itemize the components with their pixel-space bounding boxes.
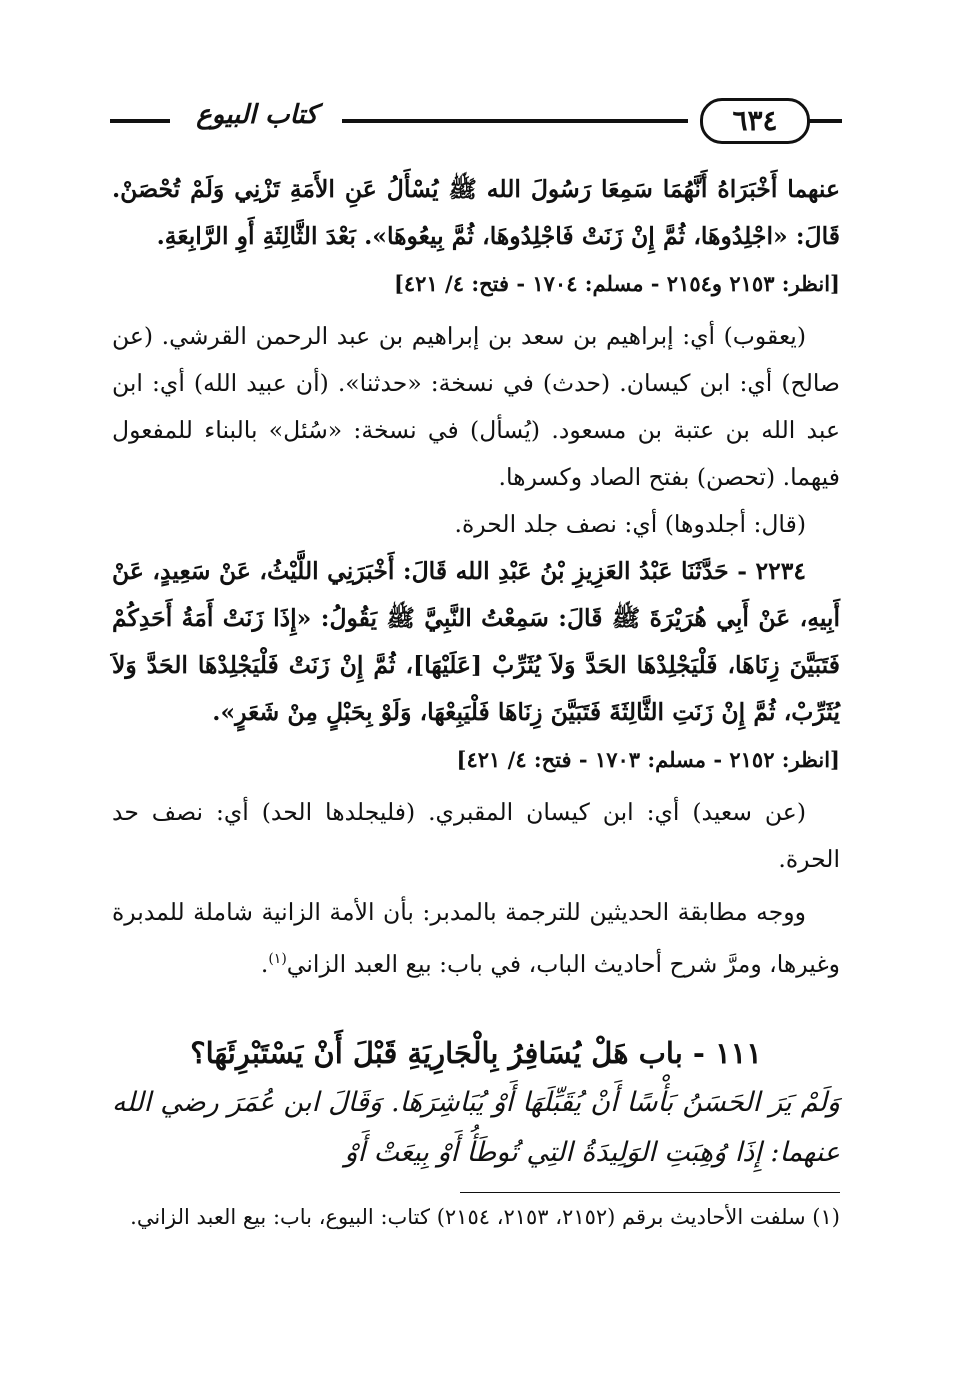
commentary-paragraph: (عن سعيد) أي: ابن كيسان المقبري. (فليجلدها الحد) أي: نصف حد الحرة. bbox=[112, 798, 840, 873]
hadith-2234: ٢٢٣٤ - حَدَّثَنَا عَبْدُ العَزِيزِ بْنُ عَبْدِ الله قَالَ: أَخْبَرَنِي اللَّيْثُ، عَنْ سَعِيدٍ، عَنْ أَبِيهِ، عَنْ أَبِي هُرَيْرَةَ ﷺ قَالَ: سَمِعْتُ النَّبِيَّ ﷺ يَقُولُ: «إِذَا زَنَتْ أَمَةُ أَحَدِكُمْ فَتَبَيَّنَ زِنَاهَا، فَلْيَجْلِدْهَا الحَدَّ وَلاَ يُثَرِّبْ [عَلَيْهَا]، ثُمَّ إِنْ زَنَتْ فَلْيَجْلِدْهَا الحَدَّ وَلاَ يُثَرِّبْ، ثُمَّ إِنْ زَنَتِ الثَّالِثَةَ فَتَبَيَّنَ زِنَاهَا فَلْيَبِعْهَا، وَلَوْ بِحَبْلٍ مِنْ شَعَرٍ». bbox=[112, 557, 840, 726]
running-title: كتاب البيوع bbox=[196, 100, 318, 130]
chapter-heading: ١١١ - باب هَلْ يُسَافِرُ بِالْجَارِيَةِ قَبْلَ أَنْ يَسْتَبْرِئَهَا؟ bbox=[190, 1035, 762, 1070]
page-number: ٦٣٤ bbox=[700, 98, 810, 144]
footnote: (١) سلفت الأحاديث برقم (٢١٥٢، ٢١٥٣، ٢١٥٤) كتاب: البيوع، باب: بيع العبد الزاني. bbox=[130, 1205, 840, 1229]
header-rule bbox=[110, 119, 170, 123]
footnote-divider bbox=[460, 1192, 840, 1193]
commentary-paragraph: ووجه مطابقة الحديثين للترجمة بالمدبر: بأن الأمة الزانية شاملة للمدبرة وغيرها، ومرَّ شرح أحاديث الباب، في باب: بيع العبد الزاني$^{(١)}$. bbox=[112, 898, 840, 978]
header-rule bbox=[808, 119, 842, 123]
hadith-reference: [انظر: ٢١٥٣ و٢١٥٤ - مسلم: ١٧٠٤ - فتح: ٤/ ٤٢١] bbox=[393, 271, 840, 296]
commentary-text: ووجه مطابقة الحديثين للترجمة بالمدبر: بأن الأمة الزانية شاملة للمدبرة وغيرها، ومرَّ شرح أحاديث الباب، في باب: بيع العبد الزاني bbox=[112, 898, 840, 978]
hadith-continuation: عنهما أَخْبَرَاهُ أَنَّهُمَا سَمِعَا رَسُولَ الله ﷺ يُسْأَلُ عَنِ الأَمَةِ تَزْنِي وَلَمْ تُحْصَنْ. قَالَ: «اجْلِدُوهَا، ثُمَّ إِنْ زَنَتْ فَاجْلِدُوهَا، ثُمَّ بِيعُوهَا». بَعْدَ الثَّالِثَةِ أَوِ الرَّابِعَةِ. bbox=[112, 175, 840, 250]
page-header bbox=[110, 96, 842, 146]
commentary-paragraph: (قال: أجلدوها) أي: نصف جلد الحرة. bbox=[454, 510, 806, 538]
chapter-text: وَلَمْ يَرَ الحَسَنُ بَأْسًا أَنْ يُقَبِّلَهَا أَوْ يُبَاشِرَهَا. وَقَالَ ابن عُمَرَ رضي الله عنهما: إِذَا وُهِبَتِ الوَلِيدَةُ التِي تُوطَأُ أَوْ بِيعَتْ أَوْ bbox=[112, 1086, 840, 1168]
main-text bbox=[112, 166, 840, 1178]
commentary-paragraph: (يعقوب) أي: إبراهيم بن سعد بن إبراهيم بن عبد الرحمن القرشي. (عن صالح) أي: ابن كيسان. (حدث) في نسخة: «حدثنا». (أن عبيد الله) أي: ابن عبد الله بن عتبة بن مسعود. (يُسأل) في نسخة: «سُئل» بالبناء للمفعول فيهما. (تحصن) بفتح الصاد وكسرها. bbox=[112, 322, 840, 491]
hadith-reference: [انظر: ٢١٥٢ - مسلم: ١٧٠٣ - فتح: ٤/ ٤٢١] bbox=[456, 747, 840, 772]
header-rule bbox=[342, 119, 688, 123]
footnote-marker: (١) bbox=[268, 951, 287, 967]
